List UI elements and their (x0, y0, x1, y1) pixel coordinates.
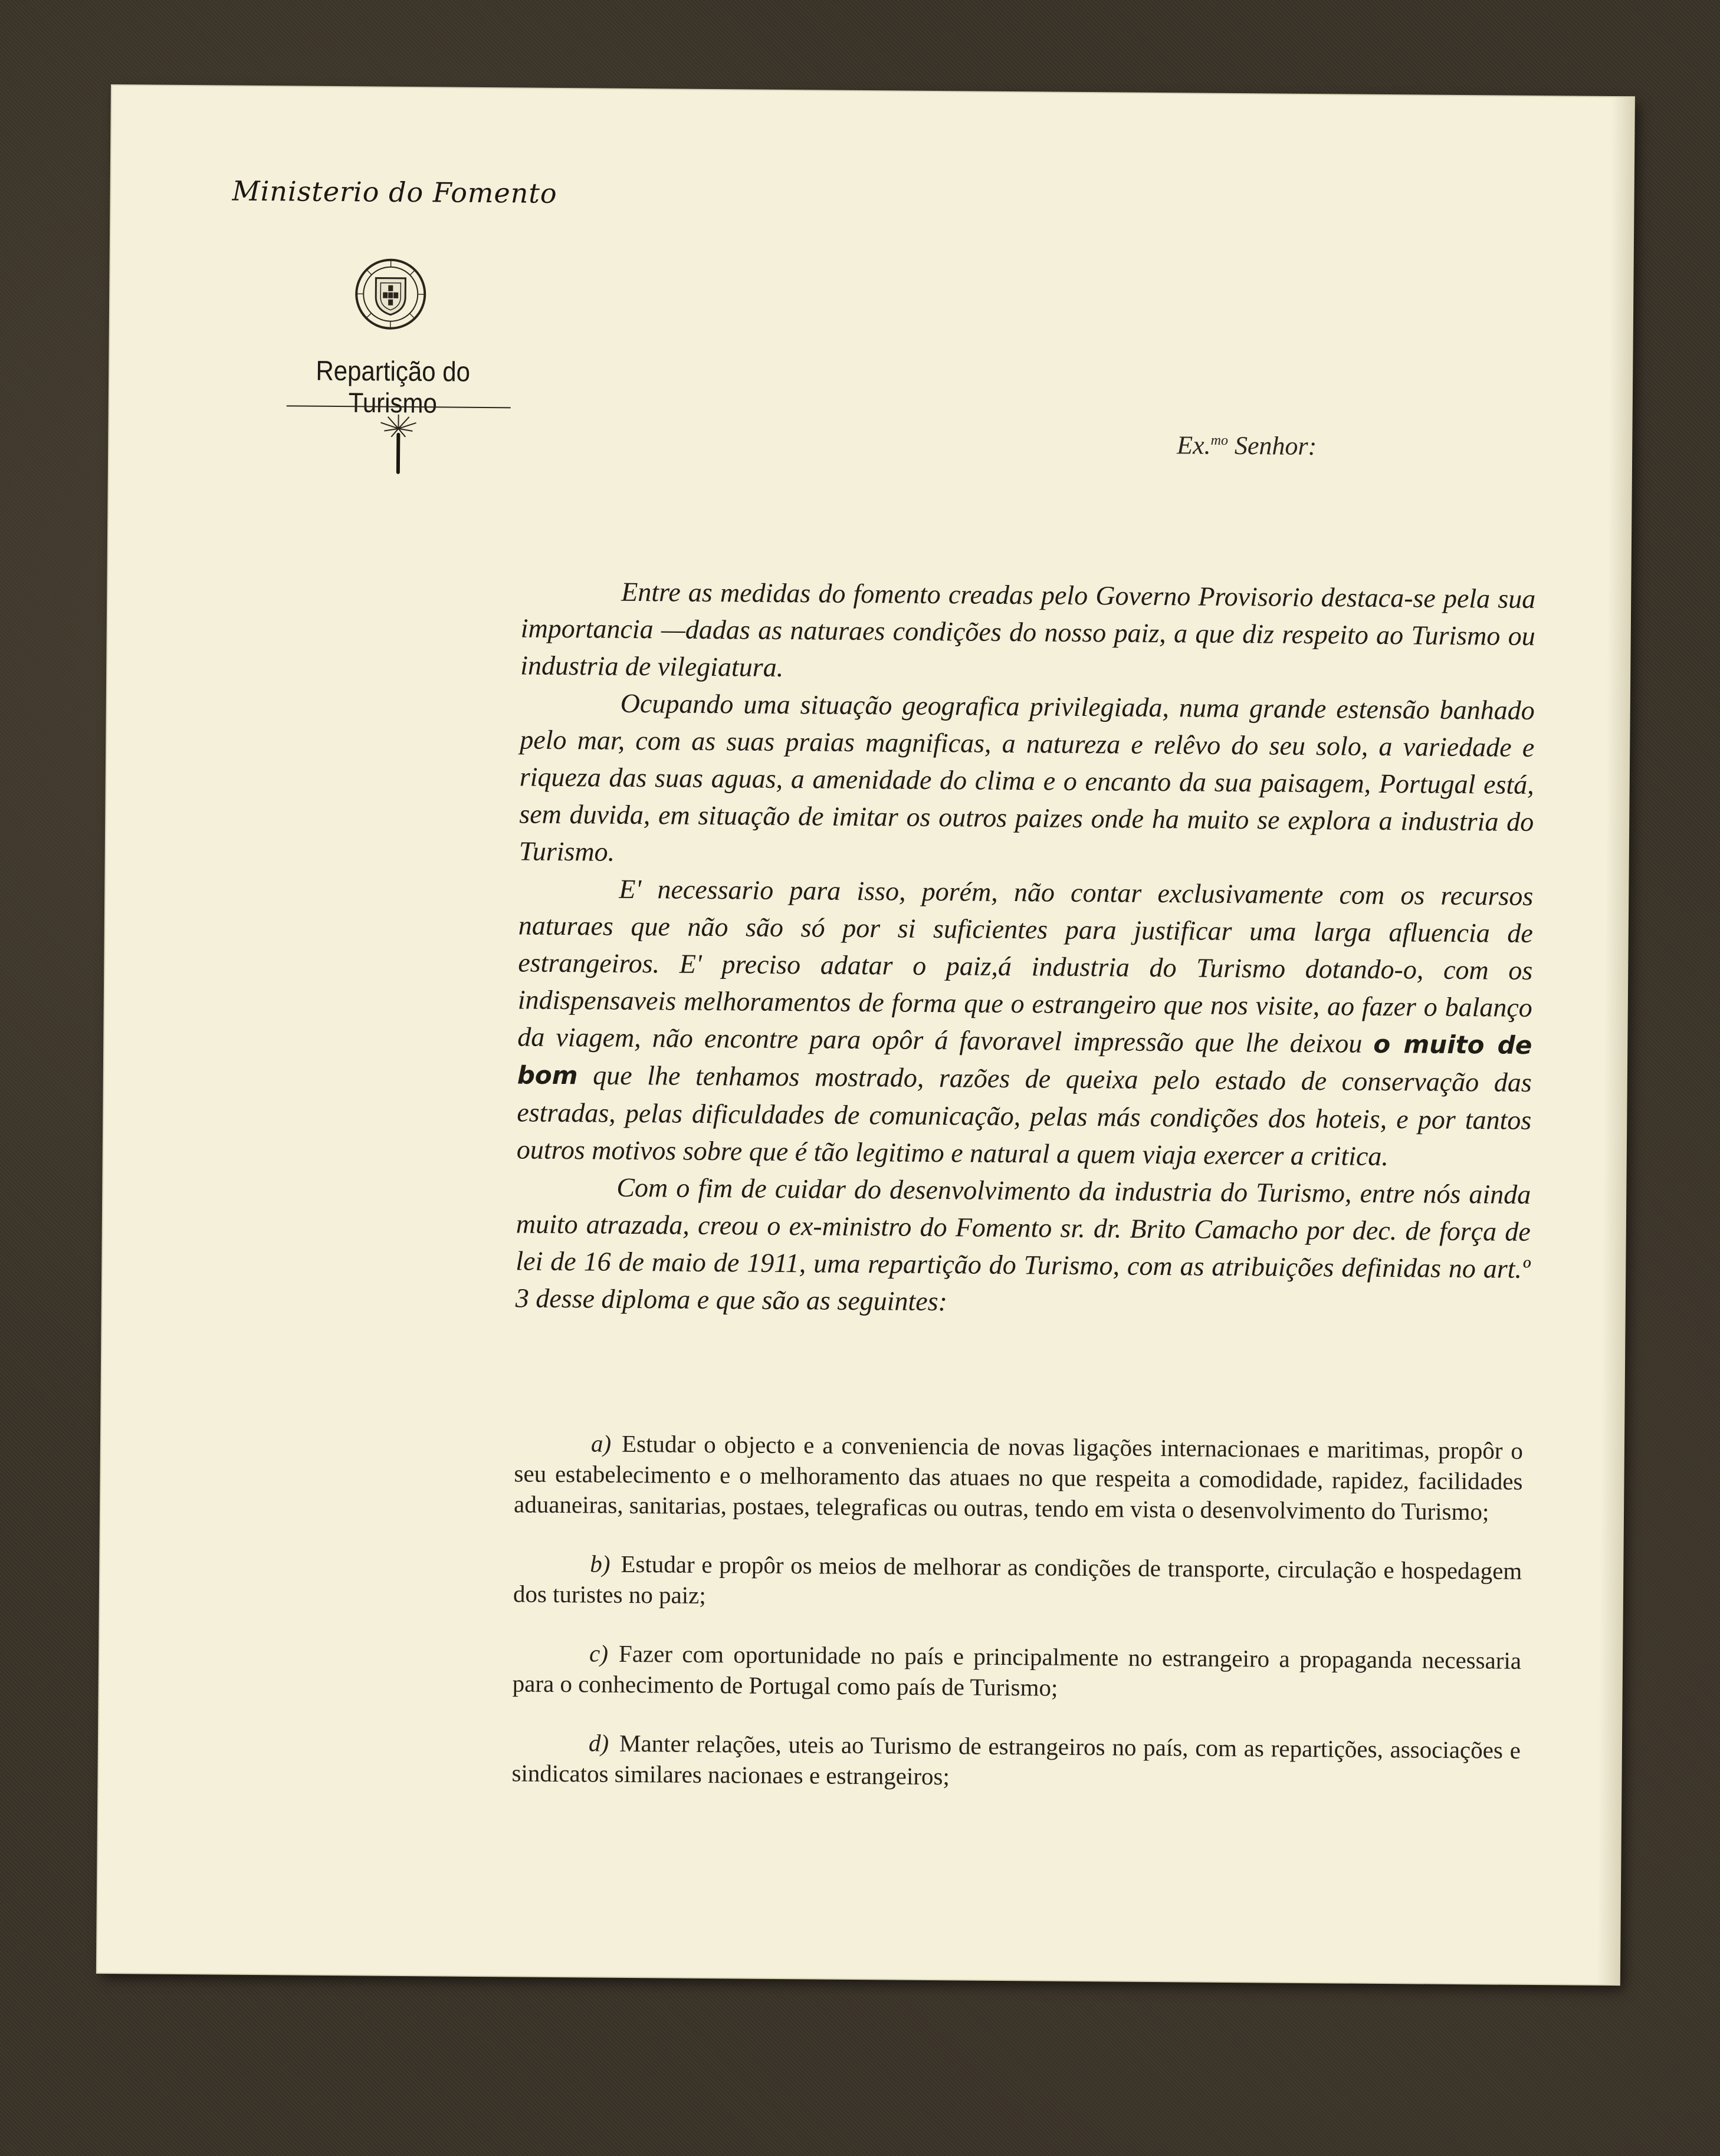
department-heading: Repartição do Turismo (316, 354, 471, 419)
list-item (511, 1727, 1521, 1796)
emphasized-phrase: o muito de bom (517, 1029, 1532, 1090)
document-page (97, 86, 1634, 1984)
list-item (513, 1637, 1522, 1706)
salutation-suffix: Senhor: (1227, 430, 1317, 461)
list-marker: c) (589, 1639, 609, 1667)
list-item (513, 1547, 1522, 1616)
list-item-text: Estudar e propôr os meios de melhorar as condições de transporte, circulação e hospedagem dos turistes no paiz; (513, 1550, 1522, 1609)
paragraph-1: Entre as medidas do fomento creadas pelo Governo Provisorio destaca-se pela sua importancia —dadas as naturaes condições do nosso paiz, a que diz respeito ao Turismo ou industria de vilegiatura. (520, 576, 1536, 682)
list-marker: d) (588, 1729, 609, 1757)
paragraph-3 (517, 869, 1534, 1175)
rayed-ornament-icon (363, 410, 434, 476)
paragraph-3-start: E' necessario para isso, porém, não contar exclusivamente com os recursos naturaes que não são só por si suficientes para justificar uma larga afluencia de estrangeiros. E' preciso adatar o paiz,á industria do Turismo dotando-o, com os indispensaveis melhoramentos de forma que o estrangeiro que nos visite, ao fazer o balanço da viagem, não encontre para opôr á favoravel impressão que lhe deixou (517, 873, 1534, 1059)
list-item-text: Estudar o objecto e a conveniencia de novas ligações internacionaes e maritimas, propôr o seu estabelecimento e o melhoramento das atuaes no que respeita a comodidade, rapidez, facilidades aduaneiras, sanitarias, postaes, telegraficas ou outras, tendo em vista o desenvolvimento do Turismo; (513, 1429, 1524, 1526)
coat-of-arms-icon (352, 255, 429, 333)
paragraph-4: Com o fim de cuidar do desenvolvimento da industria do Turismo, entre nós ainda muito atrazada, creou o ex-ministro do Fomento sr. dr. Brito Camacho por dec. de força de lei de 16 de maio de 1911, uma repartição do Turismo, com as atribuições definidas no art.º 3 desse diploma e que são as seguintes: (515, 1172, 1531, 1317)
letter-body (516, 572, 1536, 1324)
salutation-superscript: mo (1210, 432, 1229, 449)
ministry-heading: Ministerio do Fomento (232, 175, 557, 209)
list-item-text: Fazer com oportunidade no país e principalmente no estrangeiro a propaganda necessaria para o conhecimento de Portugal como país de Turismo; (512, 1639, 1522, 1701)
paragraph-2: Ocupando uma situação geografica privilegiada, numa grande estensão banhado pelo mar, com as suas praias magnificas, a natureza e relêvo do seu solo, a variedade e riqueza das suas aguas, a amenidade do clima e o encanto da sua paisagem, Portugal está, sem duvida, em situação de imitar os outros paizes onde ha muito se explora a industria do Turismo. (518, 688, 1535, 867)
salutation-prefix: Ex. (1177, 430, 1211, 460)
list-marker: a) (590, 1429, 612, 1457)
list-item-text: Manter relações, uteis ao Turismo de estrangeiros no país, com as repartições, associações e sindicatos similares nacionaes e estrangeiros; (511, 1729, 1521, 1790)
list-marker: b) (590, 1550, 610, 1577)
paragraph-3-end: que lhe tenhamos mostrado, razões de queixa pelo estado de conservação das estradas, pelas dificuldades de comunicação, pelas más condições dos hoteis, e por tantos outros motivos sobre que é tão legitimo e natural a quem viaja exercer a critica. (516, 1060, 1532, 1172)
page-edge-shadow (1597, 97, 1634, 1984)
salutation (1177, 430, 1317, 461)
attributions-list (511, 1427, 1523, 1824)
list-item (514, 1427, 1523, 1527)
